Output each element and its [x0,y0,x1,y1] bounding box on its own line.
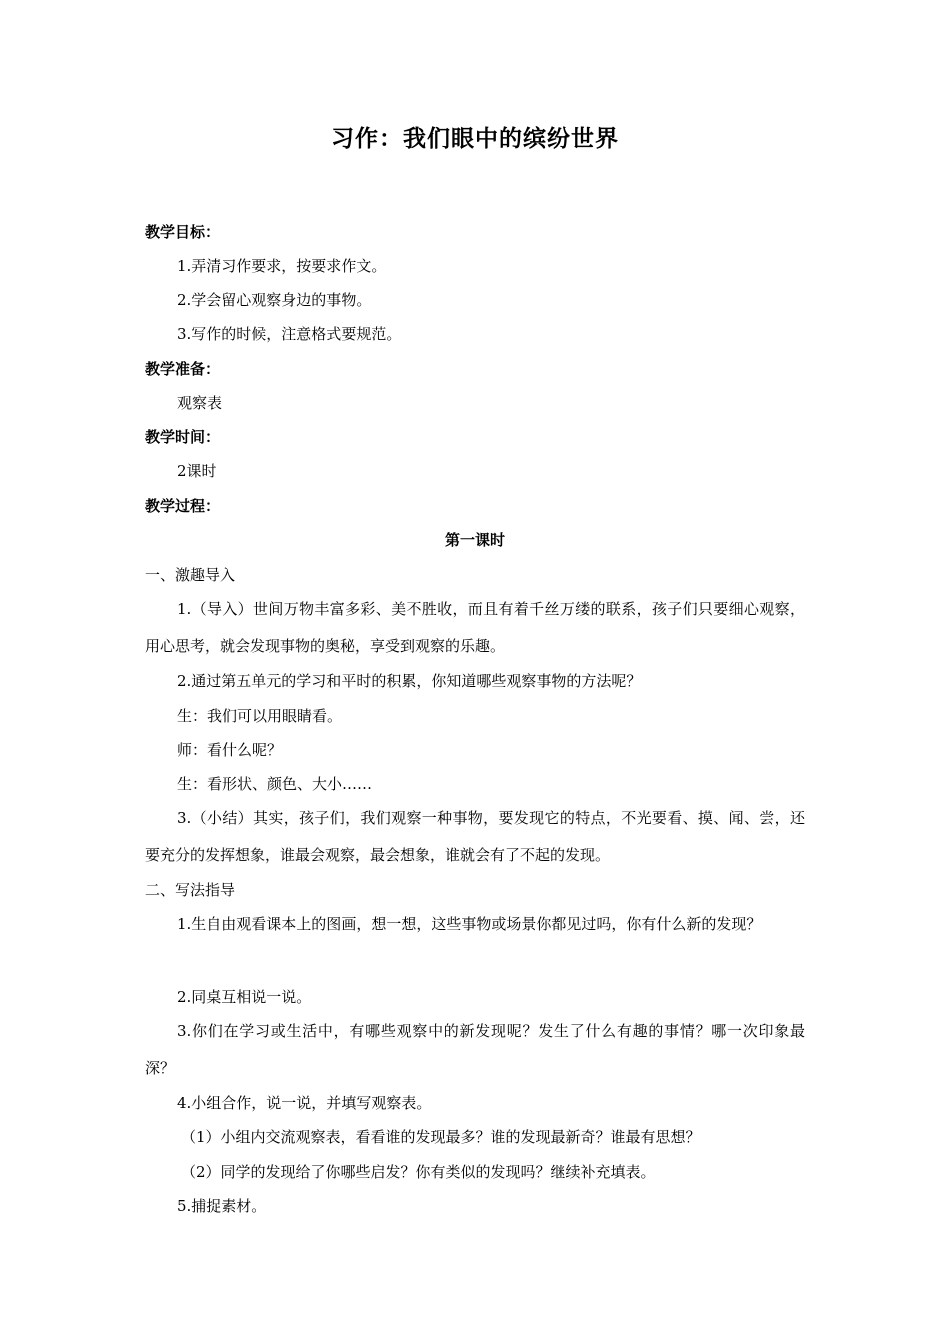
paragraph: 2.同桌互相说一说。 [177,988,312,1006]
section-heading-intro: 一、激趣导入 [145,566,236,584]
page-title: 习作：我们眼中的缤纷世界 [331,126,619,152]
paragraph: 5.捕捉素材。 [177,1197,267,1215]
preparation-heading: 教学准备： [145,360,221,378]
process-heading: 教学过程： [145,497,221,515]
dialogue-line: 生：看形状、颜色、大小…… [177,775,373,793]
preparation-text: 观察表 [177,394,223,412]
paragraph: 1.生自由观看课本上的图画，想一想，这些事物或场景你都见过吗，你有什么新的发现？ [177,915,762,933]
section-heading-guidance: 二、写法指导 [145,881,236,899]
paragraph: 3.（小结）其实，孩子们，我们观察一种事物，要发现它的特点，不光要看、摸、闻、尝，还要充分的发挥想象，谁最会观察，最会想象，谁就会有了不起的发现。 [145,809,805,864]
objective-item: 1.弄清习作要求，按要求作文。 [177,257,387,275]
paragraph: 1.（导入）世间万物丰富多彩、美不胜收，而且有着千丝万缕的联系，孩子们只要细心观察，用心思考，就会发现事物的奥秘，享受到观察的乐趣。 [145,600,805,655]
paragraph: 4.小组合作，说一说，并填写观察表。 [177,1094,432,1112]
dialogue-line: 生：我们可以用眼睛看。 [177,707,343,725]
sub-item: （1）小组内交流观察表，看看谁的发现最多？谁的发现最新奇？谁最有思想？ [181,1128,701,1146]
lesson-title: 第一课时 [444,531,505,549]
objective-item: 3.写作的时候，注意格式要规范。 [177,325,402,343]
paragraph: 2.通过第五单元的学习和平时的积累，你知道哪些观察事物的方法呢？ [177,672,642,690]
objectives-heading: 教学目标： [145,223,221,241]
objective-item: 2.学会留心观察身边的事物。 [177,291,372,309]
paragraph: 3.你们在学习或生活中，有哪些观察中的新发现呢？发生了什么有趣的事情？哪一次印象最深？ [145,1022,805,1077]
time-heading: 教学时间： [145,428,221,446]
time-text: 2课时 [177,462,217,480]
dialogue-line: 师：看什么呢？ [177,741,283,759]
sub-item: （2）同学的发现给了你哪些启发？你有类似的发现吗？继续补充填表。 [181,1163,656,1181]
